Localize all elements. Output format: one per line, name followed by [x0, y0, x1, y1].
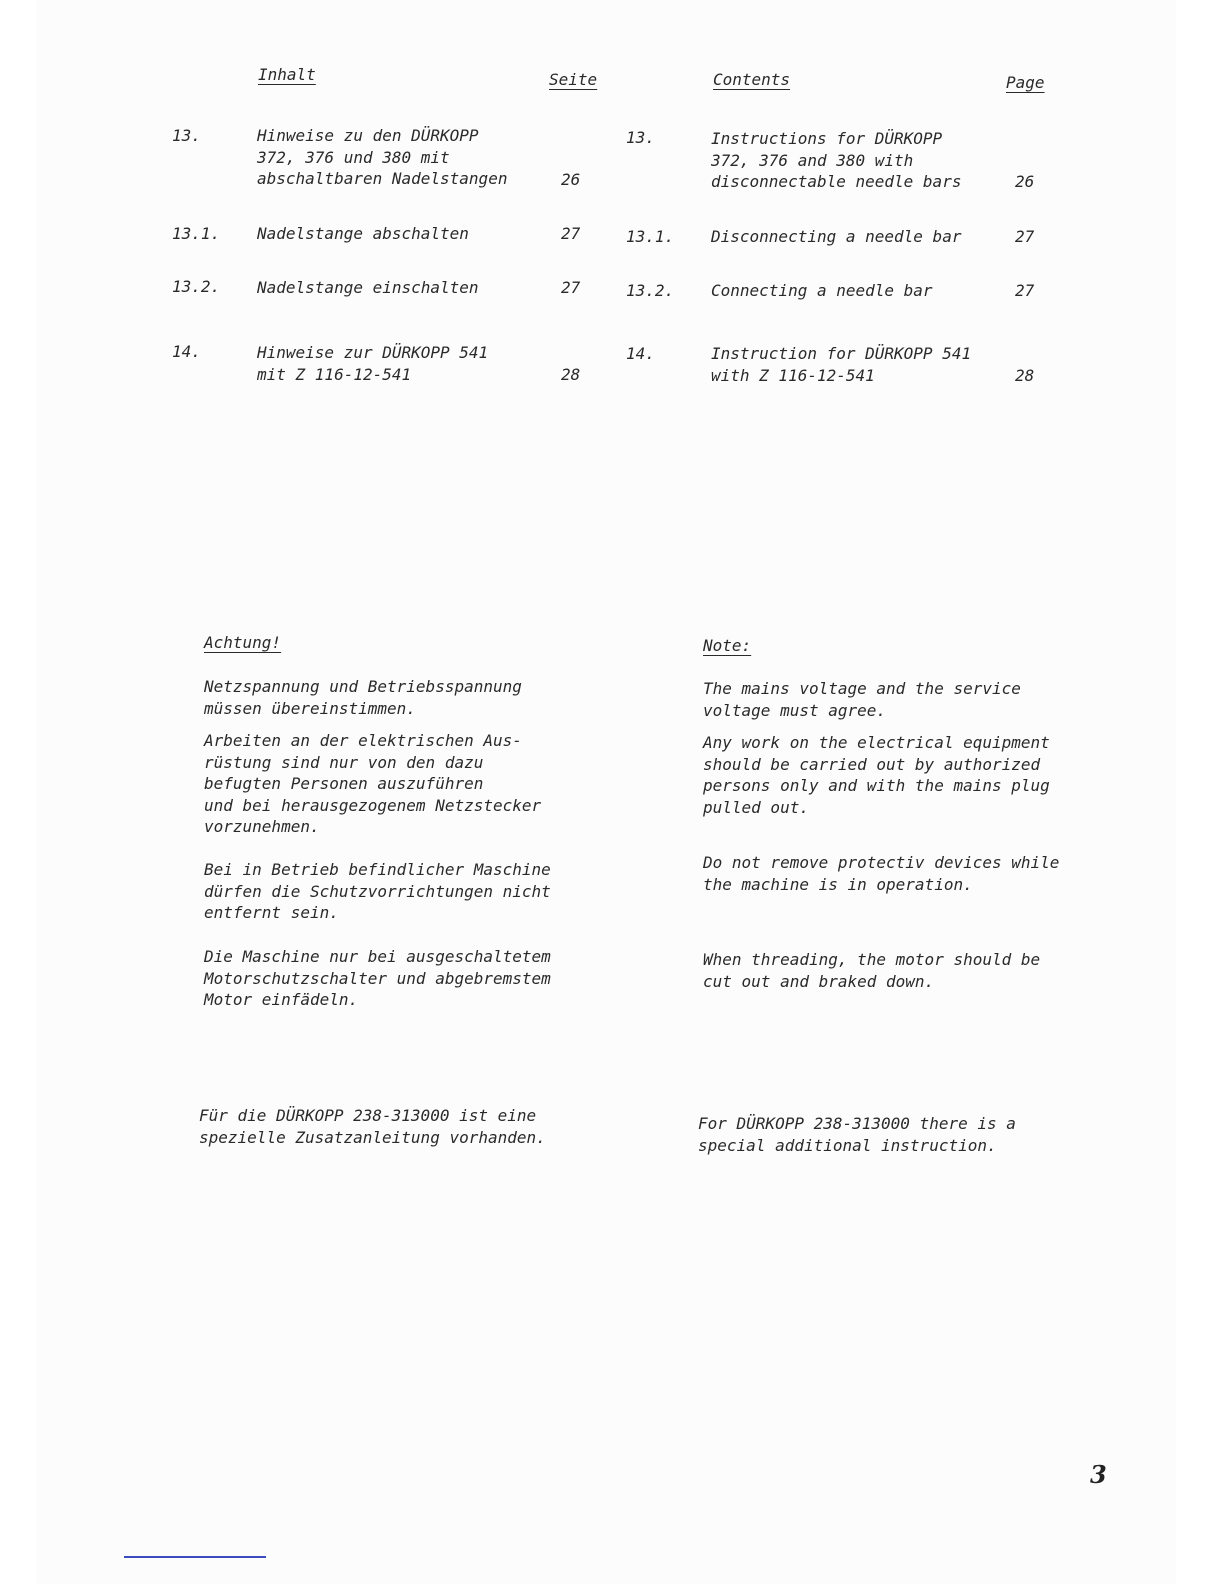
notice-paragraph-en: Any work on the electrical equipment should be carried out by authorized persons only and with the mains plug pulled out. [703, 733, 1050, 817]
toc-entry-title-de: Hinweise zu den DÜRKOPP 372, 376 und 380 mit abschaltbaren Nadelstangen [257, 126, 508, 188]
toc-entry-page-de: 28 [561, 365, 581, 384]
notice-paragraph-de: Netzspannung und Betriebsspannung müssen übereinstimmen. [204, 677, 522, 718]
toc-entry-page-de: 27 [561, 278, 581, 297]
toc-heading-en: Contents [713, 70, 791, 89]
notice-paragraph-de: Arbeiten an der elektrischen Aus- rüstung sind nur von den dazu befugten Personen auszuführen und bei herausgezogenem Netzstecker vorzunehmen. [204, 731, 542, 836]
toc-page-heading-en: Page [1006, 73, 1045, 92]
toc-entry-page-en: 28 [1015, 366, 1035, 385]
special-instruction-en: For DÜRKOPP 238-313000 there is a special additional instruction. [698, 1114, 1016, 1155]
toc-page-heading-de: Seite [549, 70, 598, 89]
toc-heading-de: Inhalt [258, 65, 316, 84]
toc-entry-page-de: 27 [561, 224, 581, 243]
toc-entry-page-de: 26 [561, 170, 581, 189]
toc-entry-title-de: Hinweise zur DÜRKOPP 541 mit Z 116-12-541 [257, 343, 489, 384]
toc-entry-page-en: 26 [1015, 172, 1035, 191]
notice-heading-de: Achtung! [204, 633, 282, 652]
toc-entry-number-en: 13.1. [626, 227, 675, 246]
toc-entry-number: 13.2. [172, 277, 221, 296]
notice-paragraph-en: When threading, the motor should be cut out and braked down. [703, 950, 1041, 991]
toc-entry-title-en: Disconnecting a needle bar [711, 227, 962, 246]
toc-entry-number-en: 13. [626, 128, 655, 147]
toc-entry-number: 13.1. [172, 224, 221, 243]
toc-entry-title-de: Nadelstange abschalten [257, 224, 469, 243]
notice-paragraph-de: Die Maschine nur bei ausgeschaltetem Motorschutzschalter und abgebremstem Motor einfädeln. [204, 947, 551, 1009]
toc-entry-number-en: 14. [626, 344, 655, 363]
toc-entry-page-en: 27 [1015, 281, 1035, 300]
special-instruction-de: Für die DÜRKOPP 238-313000 ist eine spezielle Zusatzanleitung vorhanden. [199, 1106, 546, 1147]
page-number: 3 [1090, 1460, 1107, 1489]
toc-entry-number-en: 13.2. [626, 281, 675, 300]
toc-entry-title-en: Connecting a needle bar [711, 281, 933, 300]
toc-entry-page-en: 27 [1015, 227, 1035, 246]
notice-paragraph-en: Do not remove protectiv devices while the machine is in operation. [703, 853, 1060, 894]
footer-rule [124, 1556, 266, 1558]
toc-entry-number: 14. [172, 342, 201, 361]
notice-heading-en: Note: [703, 636, 752, 655]
toc-entry-number: 13. [172, 126, 201, 145]
notice-paragraph-en: The mains voltage and the service voltage must agree. [703, 679, 1021, 720]
toc-entry-title-de: Nadelstange einschalten [257, 278, 479, 297]
toc-entry-title-en: Instructions for DÜRKOPP 372, 376 and 380 with disconnectable needle bars [711, 129, 962, 191]
toc-entry-title-en: Instruction for DÜRKOPP 541 with Z 116-12-541 [711, 344, 972, 385]
notice-paragraph-de: Bei in Betrieb befindlicher Maschine dürfen die Schutzvorrichtungen nicht entfernt sein. [204, 860, 551, 922]
